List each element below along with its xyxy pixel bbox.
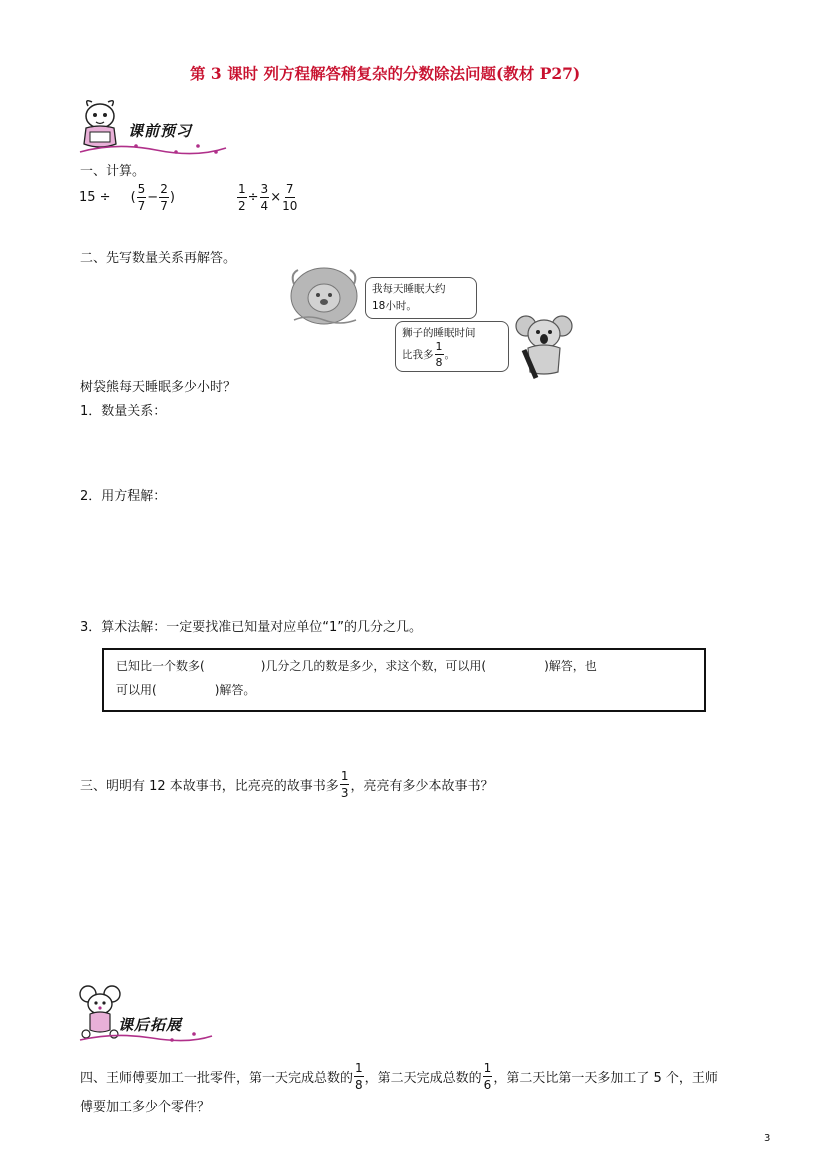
box-text: 已知比一个数多( — [116, 659, 205, 673]
fraction: $\frac{2}{7}$ — [160, 182, 168, 213]
box-line-2 — [116, 681, 255, 698]
fraction: $\frac{3}{4}$ — [260, 182, 269, 213]
fraction: $\frac{7}{10}$ — [282, 182, 298, 213]
box-text: )解答。 — [214, 683, 256, 697]
fill-in-box — [102, 648, 706, 712]
fraction: $\frac{5}{7}$ — [137, 182, 146, 213]
box-line-1 — [116, 657, 597, 674]
section4-text-mid: ，第二天完成总数的 — [364, 1071, 482, 1086]
section4-question-line2: 傅要加工多少个零件？ — [80, 1100, 211, 1115]
bubble-koala-line2-post: 。 — [444, 348, 455, 361]
section4-question-line1 — [80, 1062, 718, 1091]
item-2: 2．用方程解： — [80, 489, 167, 504]
section-banner-preview — [76, 96, 236, 158]
koala-icon — [514, 312, 574, 380]
item-3: 3．算术法解：一定要找准已知量对应单位“1”的几分之几。 — [80, 620, 423, 635]
page-number: 3 — [764, 1133, 771, 1144]
box-text: )解答，也 — [544, 659, 597, 673]
fraction: $\frac{1}{3}$ — [340, 769, 349, 800]
section-banner-extension — [76, 984, 216, 1044]
section1-heading: 一、计算。 — [80, 164, 146, 179]
box-text: )几分之几的数是多少，求这个数，可以用( — [260, 659, 487, 673]
banner-label-preview: 课前预习 — [128, 122, 193, 140]
section4-text-pre: 四、王师傅要加工一批零件，第一天完成总数的 — [80, 1071, 354, 1086]
bubble-lion-line2: 18小时。 — [372, 300, 417, 312]
section2-heading: 二、先写数量关系再解答。 — [80, 251, 237, 266]
expr1-close: ) — [169, 190, 175, 205]
bubble-lion-line1: 我每天睡眠大约 — [372, 283, 446, 295]
expression-2 — [236, 183, 298, 212]
expr2-div: ÷ — [247, 190, 259, 205]
item-1: 1．数量关系： — [80, 404, 167, 419]
bubble-koala-line1: 狮子的睡眠时间 — [402, 327, 476, 339]
expr2-times: × — [270, 190, 282, 205]
section3-text-post: ，亮亮有多少本故事书？ — [350, 779, 494, 794]
question-text: 树袋熊每天睡眠多少小时？ — [80, 380, 237, 395]
banner-label-extension: 课后拓展 — [118, 1016, 183, 1034]
box-text: 可以用( — [116, 683, 157, 697]
speech-bubble-koala — [395, 321, 509, 372]
section4-text-post: ，第二天比第一天多加工了 5 个，王师 — [493, 1071, 718, 1086]
expr1-minus: − — [147, 190, 159, 205]
expr1-lead: 15 ÷ — [79, 190, 111, 205]
speech-bubble-lion — [365, 277, 477, 319]
expr1-open: ( — [130, 190, 136, 205]
bubble-koala-line2-pre: 比我多 — [402, 348, 434, 361]
lion-icon — [288, 264, 360, 326]
expression-1 — [79, 183, 175, 212]
fraction: $\frac{1}{8}$ — [355, 1061, 363, 1092]
fraction: $\frac{1}{6}$ — [483, 1061, 492, 1092]
fraction: $\frac{1}{2}$ — [238, 182, 246, 213]
section3-question — [80, 770, 493, 799]
section3-text-pre: 三、明明有 12 本故事书，比亮亮的故事书多 — [80, 779, 339, 794]
fraction: $\frac{1}{8}$ — [435, 340, 443, 369]
page-title: 第 3 课时 列方程解答稍复杂的分数除法问题(教材 P27) — [190, 64, 581, 83]
